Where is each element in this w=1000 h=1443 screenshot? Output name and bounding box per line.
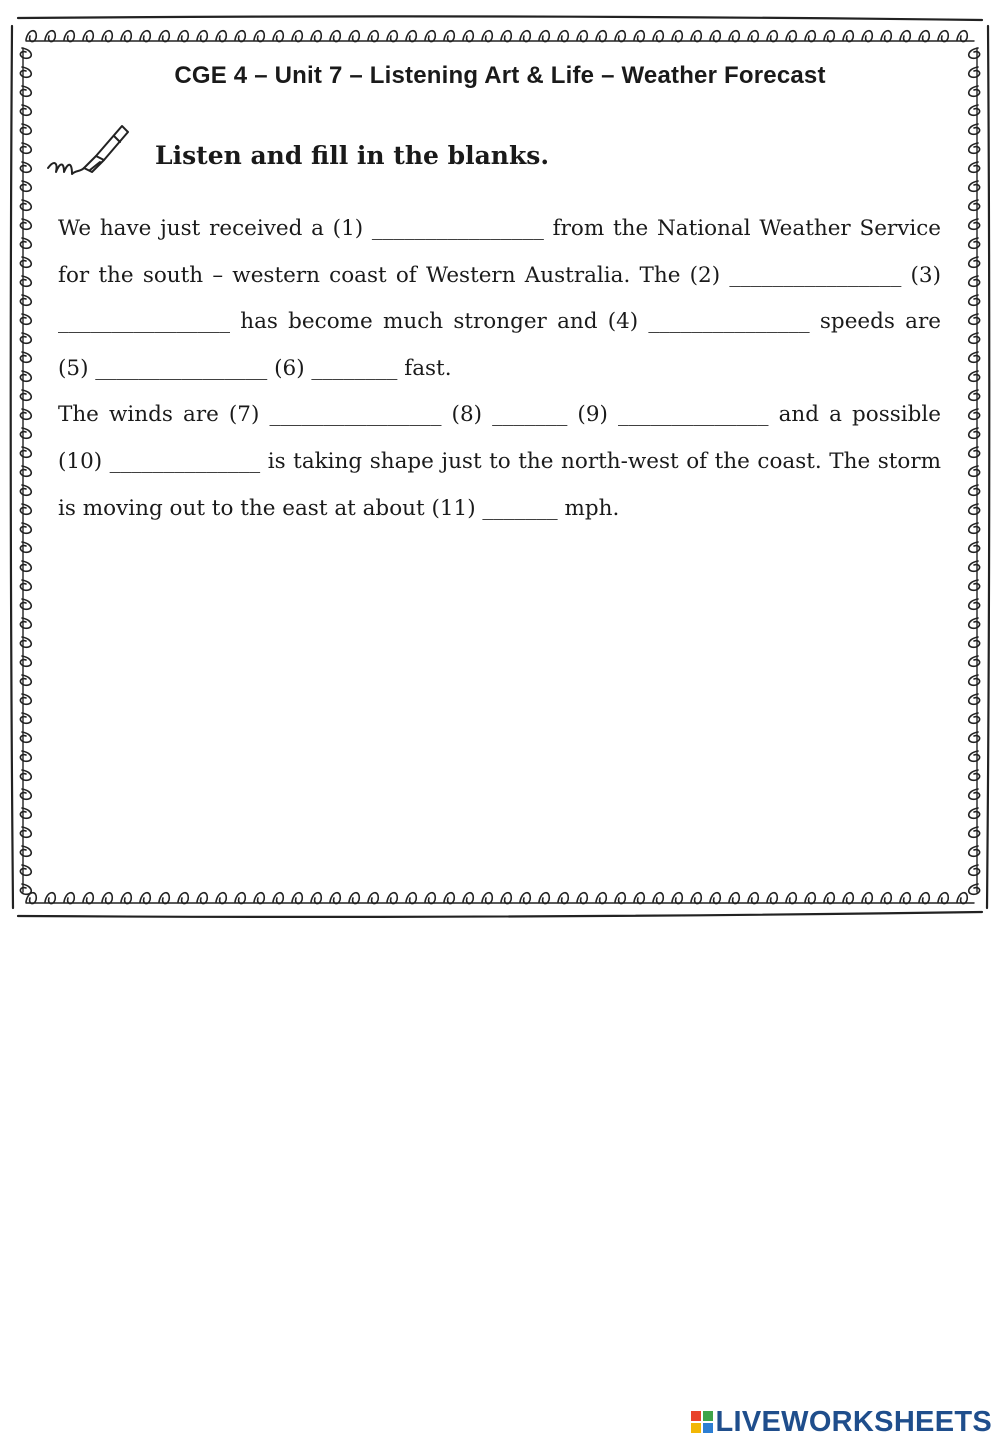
passage-line: (5) ________________ (6) ________ fast. [58,355,452,381]
instruction-heading: Listen and fill in the blanks. [155,141,550,170]
brand-name: LIVEWORKSHEETS [715,1405,992,1438]
passage-line: We have just received a (1) ________________ from the National Weather Service [58,216,941,241]
passage [58,206,941,532]
liveworksheets-logo-icon [690,1410,714,1434]
page-title: CGE 4 – Unit 7 – Listening Art & Life – Weather Forecast [174,62,826,89]
liveworksheets-logo [690,1407,993,1437]
passage-line: for the south – western coast of Western Australia. The (2) ________________ (3) [58,262,941,288]
passage-line: is moving out to the east at about (11) _______ mph. [58,495,620,521]
passage-line: The winds are (7) ________________ (8) _______ (9) ______________ and a possible [58,402,941,428]
fountain-pen-icon [44,120,134,190]
passage-line: ________________ has become much stronger and (4) _______________ speeds are [58,309,941,335]
passage-line: (10) ______________ is taking shape just to the north-west of the coast. The storm [58,448,941,474]
